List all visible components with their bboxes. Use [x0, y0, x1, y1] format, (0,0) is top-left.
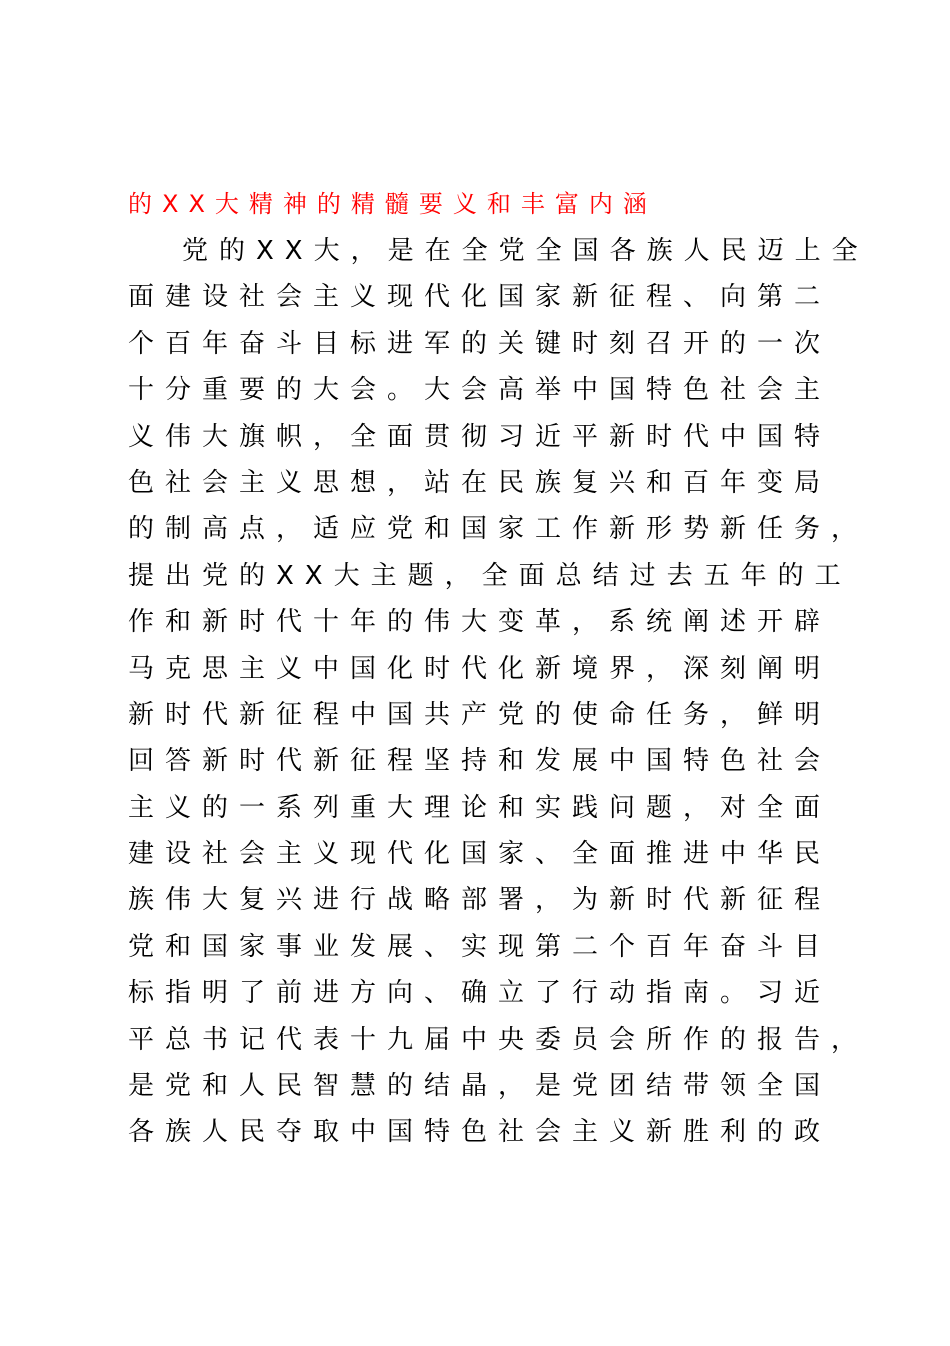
- text-line: 义伟大旗帜，全面贯彻习近平新时代中国特: [128, 421, 832, 452]
- text-line: 党和国家事业发展、实现第二个百年奋斗目: [128, 931, 832, 962]
- text-line: 平总书记代表十九届中央委员会所作的报告，: [128, 1024, 869, 1055]
- text-line: 十分重要的大会。大会高举中国特色社会主: [128, 375, 832, 406]
- text-line: 主义的一系列重大理论和实践问题，对全面: [128, 792, 832, 823]
- text-line: 色社会主义思想，站在民族复兴和百年变局: [128, 467, 832, 498]
- text-line: 的制高点，适应党和国家工作新形势新任务，: [128, 514, 869, 545]
- section-heading: 的XX大精神的精髓要义和丰富内涵: [128, 190, 657, 218]
- text-line: 族伟大复兴进行战略部署，为新时代新征程: [128, 885, 832, 916]
- text-line: 建设社会主义现代化国家、全面推进中华民: [128, 839, 832, 870]
- text-line: 各族人民夺取中国特色社会主义新胜利的政: [128, 1117, 832, 1148]
- text-line: 面建设社会主义现代化国家新征程、向第二: [128, 282, 832, 313]
- text-line: 马克思主义中国化时代化新境界，深刻阐明: [128, 653, 832, 684]
- text-line: 个百年奋斗目标进军的关键时刻召开的一次: [128, 328, 832, 359]
- text-line: 回答新时代新征程坚持和发展中国特色社会: [128, 746, 832, 777]
- text-line: 提出党的XX大主题，全面总结过去五年的工: [128, 560, 852, 591]
- text-line: 标指明了前进方向、确立了行动指南。习近: [128, 978, 832, 1009]
- text-line: 党的XX大，是在全党全国各族人民迈上全: [182, 236, 869, 266]
- text-line: 是党和人民智慧的结晶，是党团结带领全国: [128, 1071, 832, 1102]
- body-paragraph: [128, 228, 928, 1156]
- text-line: 作和新时代十年的伟大变革，系统阐述开辟: [128, 607, 832, 638]
- text-line: 新时代新征程中国共产党的使命任务，鲜明: [128, 699, 832, 730]
